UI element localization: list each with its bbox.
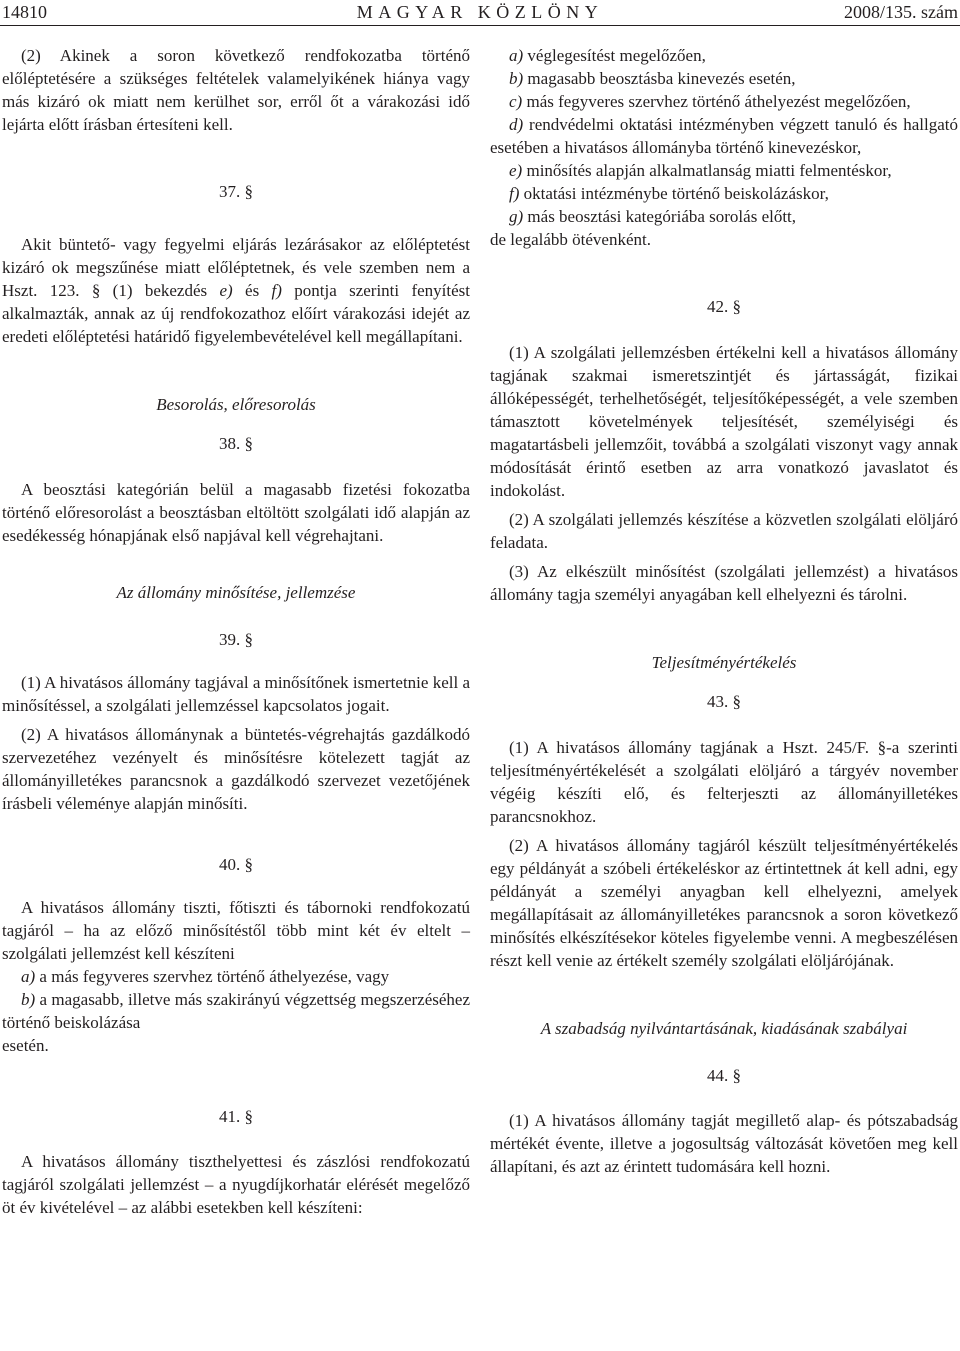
list-item-f: f) oktatási intézménybe történő beiskolázáskor,: [509, 184, 829, 203]
section-number-37: 37. §: [219, 182, 253, 201]
list-end: de legalább ötévenként.: [490, 230, 651, 249]
section-number-44: 44. §: [707, 1066, 741, 1085]
issue-number: 2008/135. szám: [844, 2, 958, 22]
paragraph: (2) Akinek a soron következő rendfokozatba történő előléptetésére a szükséges feltételek valamelyikének hiánya vagy más kizáró ok miatt nem kerülhet sor, erről őt a várakozási idő lejárta előtt írásban értesíteni kell.: [2, 46, 470, 134]
section-number-40: 40. §: [219, 855, 253, 874]
paragraph-37: Akit büntető- vagy fegyelmi eljárás lezárásakor az előléptetést kizáró ok megszűnése miatt előléptetnek, és vele szemben nem a Hszt. 123. § (1) bekezdés e) és f) pontja szerinti fenyítést alkalmazták, annak az új rendfokozathoz előírt várakozási idejét az eredeti előléptetési határidő figyelembevételével kell megállapítani.: [2, 235, 470, 346]
paragraph-44: (1) A hivatásos állomány tagját megillető alap- és pótszabadság mértékét évente, illetve a jogosultság változását követően meg kell állapítani, és azt az érintett tudomására kell hozni.: [490, 1111, 958, 1176]
list-item-b: b) magasabb beosztásba kinevezés esetén,: [509, 69, 796, 88]
section-number-43: 43. §: [707, 692, 741, 711]
paragraph-40: A hivatásos állomány tiszti, főtiszti és tábornoki rendfokozatú tagjáról – ha az előző minősítéstől több mint két év eltelt – szolgálati jellemzést kell készíteni: [2, 898, 470, 963]
list-item-a: a) a más fegyveres szervhez történő áthelyezése, vagy: [21, 967, 390, 986]
page-header: [0, 0, 960, 26]
left-column: [2, 44, 470, 1219]
section-heading: Besorolás, előresorolás: [156, 395, 316, 414]
section-heading: A szabadság nyilvántartásának, kiadásának szabályai: [540, 1019, 908, 1038]
paragraph-43-1: (1) A hivatásos állomány tagjának a Hszt. 245/F. §-a szerinti teljesítményértékelését a szolgálati elöljáró a tárgyév november végéig készíti elő, és felterjeszti az állományilletékes parancsnokhoz.: [490, 738, 958, 826]
list-item-e: e) minősítés alapján alkalmatlanság miatti felmentéskor,: [509, 161, 892, 180]
section-number-42: 42. §: [707, 297, 741, 316]
paragraph-39-1: (1) A hivatásos állomány tagjával a minősítőnek ismertetnie kell a minősítéssel, a szolgálati jellemzéssel kapcsolatos jogait.: [2, 673, 470, 715]
section-number-38: 38. §: [219, 434, 253, 453]
section-heading: Az állomány minősítése, jellemzése: [116, 583, 356, 602]
section-heading: Teljesítményértékelés: [651, 653, 797, 672]
header-rule: [0, 25, 960, 26]
paragraph-43-2: (2) A hivatásos állomány tagjáról készült teljesítményértékelés egy példányát a szóbeli értékeléskor az értintettnek át kell adni, egy példányát a személyi anyagban kell elhelyezni, amelyek megállapításait az állományilletékes parancsnok a soron következő minősítés elkészítésekor köteles figyelembe venni. A megbeszélésen részt kell venie az értékelt személy szolgálati elöljárójának.: [490, 836, 958, 970]
list-item-g: g) más beosztási kategóriába sorolás előtt,: [509, 207, 797, 226]
page-number: 14810: [2, 2, 47, 22]
paragraph-38: A beosztási kategórián belül a magasabb fizetési fokozatba történő előresorolást a beosztásban eltöltött szolgálati idő alapján az esedékesség hónapjának első napjával kell végrehajtani.: [2, 480, 470, 545]
right-column: [490, 44, 958, 1178]
section-number-39: 39. §: [219, 630, 253, 649]
paragraph-42-3: (3) Az elkészült minősítést (szolgálati jellemzést) a hivatásos állomány tagja személyi anyagában kell elhelyezni és tárolni.: [490, 562, 958, 604]
list-item-c: c) más fegyveres szervhez történő áthelyezést megelőzően,: [509, 92, 911, 111]
paragraph-39-2: (2) A hivatásos állománynak a büntetés-végrehajtás gazdálkodó szervezetéhez vezényelt és minősítésre kötelezett tagját az állományilletékes parancsnok a gazdálkodó szervezet vezetőjének írásbeli véleménye alapján minősíti.: [2, 725, 470, 813]
list-item-a: a) véglegesítést megelőzően,: [509, 46, 706, 65]
list-item-d: d) rendvédelmi oktatási intézményben végzett tanuló és hallgató esetében a hivatásos állományba történő kinevezéskor,: [490, 115, 958, 157]
journal-title: MAGYAR KÖZLÖNY: [356, 2, 604, 22]
section-number-41: 41. §: [219, 1107, 253, 1126]
paragraph-42-1: (1) A szolgálati jellemzésben értékelni kell a hivatásos állomány tagjának szakmai ismeretszintjét és jártasságát, fizikai állóképességét, terhelhetőségét, teljesítőképességét, a vele szemben támasztott követelmények teljesítését, személyiségi és magatartásbeli jellemzőit, továbbá a szolgálati viszonyt vagy annak módosítását érintő esetben az arra vonatkozó javaslatot és indokolást.: [490, 343, 958, 500]
paragraph-42-2: (2) A szolgálati jellemzés készítése a közvetlen szolgálati elöljáró feladata.: [490, 510, 958, 552]
paragraph-41: A hivatásos állomány tiszthelyettesi és zászlósi rendfokozatú tagjáról szolgálati jellemzést – a nyugdíjkorhatár elérését megelőző öt év kivételével – az alábbi esetekben kell készíteni:: [2, 1152, 470, 1217]
list-item-b: b) a magasabb, illetve más szakirányú végzettség megszerzéséhez történő beiskolázása: [2, 990, 470, 1032]
list-end: esetén.: [2, 1036, 49, 1055]
